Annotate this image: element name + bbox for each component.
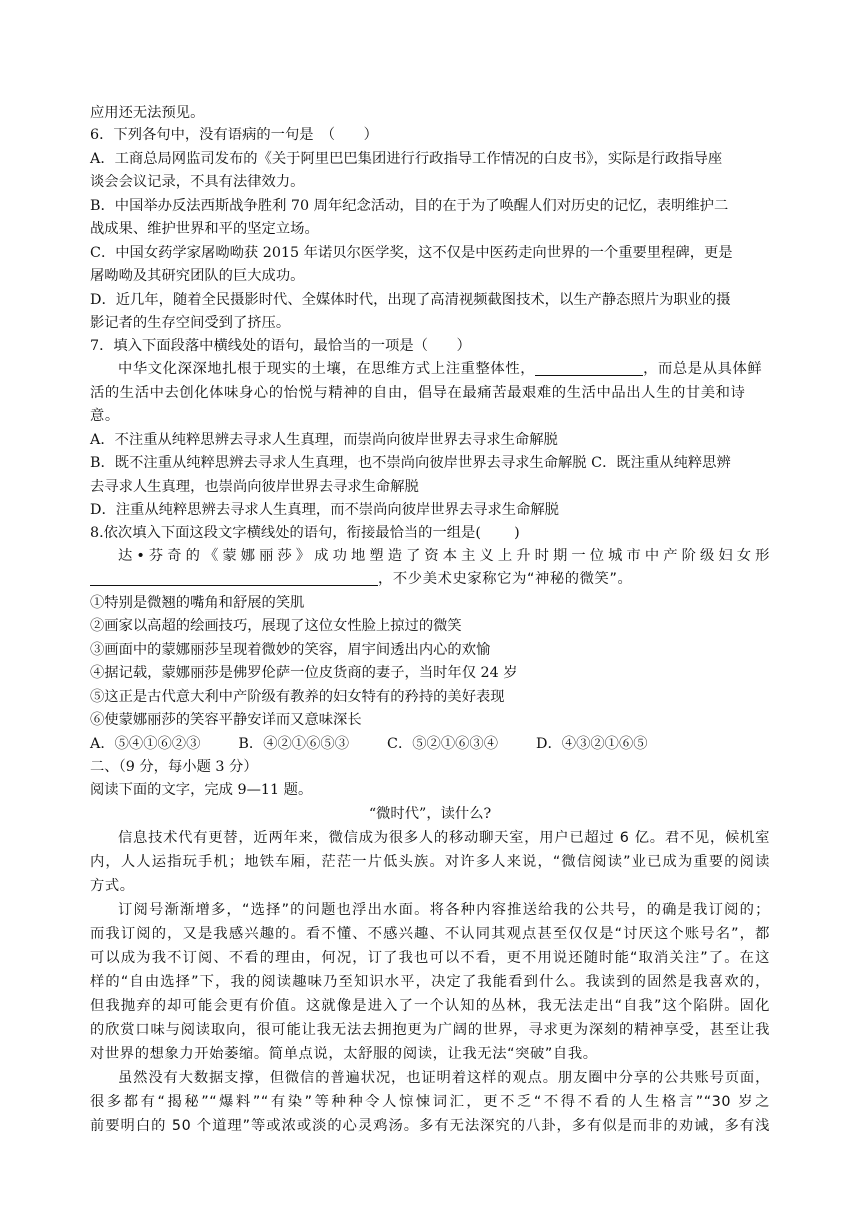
article-title: “微时代”，读什么? [368,806,492,822]
q7-passage-line-1 [118,358,770,380]
q7-passage-part-2: ，而总是从具体鲜 [643,361,763,377]
q6-option-a-cont: 谈会会议记录，不具有法律效力。 [90,174,305,190]
article-line: 很多都有“揭秘”“爆料”“有染”等种种令人惊悚词汇，更不乏“不得不看的人生格言”“30 岁之 [90,1094,770,1110]
q8-passage-line-2-text: ，不少美术史家称它为“神秘的微笑”。 [378,571,633,587]
q6-option-c: C．中国女药学家屠呦呦获 2015 年诺贝尔医学奖，这不仅是中医药走向世界的一个重要里程碑，更是 [90,245,733,261]
q7-passage-part-1: 中华文化深深地扎根于现实的土壤，在思维方式上注重整体性， [118,361,536,377]
article-line: 但我抛弃的却可能会更有价值。这就像是进入了一个认知的丛林，我无法走出“自我”这个陷阱。固化 [90,998,770,1014]
q5-tail-text: 应用还无法预见。 [90,105,205,121]
q6-option-c-cont: 屠呦呦及其研究团队的巨大成功。 [90,268,305,284]
q6-option-b: B．中国举办反法西斯战争胜利 70 周年纪念活动，目的在于为了唤醒人们对历史的记忆，表明维护二 [90,198,729,214]
q7-option-a: A．不注重从纯粹思辨去寻求人生真理，而崇尚向彼岸世界去寻求生命解脱 [90,432,558,448]
article-line: 前要明白的 50 个道理”等或浓或淡的心灵鸡汤。多有无法深究的八卦，多有似是而非的劝诫，多有浅 [90,1118,770,1134]
q8-item-6: ⑥使蒙娜丽莎的笑容平静安详而又意味深长 [90,712,362,728]
q7-option-c-cont: 去寻求人生真理，也崇尚向彼岸世界去寻求生命解脱 [90,479,419,495]
section-2-instruction: 阅读下面的文字，完成 9—11 题。 [90,782,313,798]
q7-passage-line-3: 意。 [90,408,120,424]
q8-option-d: D．④③②①⑥⑤ [536,736,648,752]
q8-option-c: C．⑤②①⑥③④ [387,736,499,752]
article-line: 虽然没有大数据支撑，但微信的普遍状况，也证明着这样的观点。朋友圈中分享的公共账号页面， [118,1070,770,1086]
q8-item-2: ②画家以高超的绘画技巧，展现了这位女性脸上掠过的微笑 [90,618,462,634]
q8-item-4: ④据记载，蒙娜丽莎是佛罗伦萨一位皮货商的妻子，当时年仅 24 岁 [90,665,518,681]
article-line: 方式。 [90,878,135,894]
q7-option-d: D．注重从纯粹思辨去寻求人生真理，而不崇尚向彼岸世界去寻求生命解脱 [90,502,559,518]
article-line: 样的“自由选择”下，我的阅读趣味乃至知识水平，决定了我能看到什么。我读到的固然是我喜欢的， [90,974,770,990]
article-line: 可以成为我不订阅、不看的理由，何况，订了我也可以不看，更不用说还随时能“取消关注”了。在这 [90,950,770,966]
q8-passage-line-1: 达•芬奇的《蒙娜丽莎》成功地塑造了资本主义上升时期一位城市中产阶级妇女形 [118,548,770,564]
q8-option-a: A．⑤④①⑥②③ [90,736,201,752]
q8-answer-blank [90,571,378,586]
section-2-heading: 二、（9 分，每小题 3 分） [90,759,258,775]
article-line: 对世界的想象力开始萎缩。简单点说，太舒服的阅读，让我无法“突破”自我。 [90,1046,598,1062]
q8-passage-line-2 [90,568,770,590]
article-line: 内，人人运指玩手机；地铁车厢，茫茫一片低头族。对许多人来说，“微信阅读”业已成为重要的阅读 [90,854,770,870]
q8-item-1: ①特别是微翘的嘴角和舒展的笑肌 [90,595,305,611]
q8-options-row [90,733,770,755]
article-line: 的欣赏口味与阅读取向，很可能让我无法去拥抱更为广阔的世界，寻求更为深刻的精神享受，甚至让我 [90,1022,770,1038]
q6-option-a: A．工商总局网监司发布的《关于阿里巴巴集团进行行政指导工作情况的白皮书》，实际是行政指导座 [90,151,723,167]
q7-option-b-c: B．既不注重从纯粹思辨去寻求人生真理，也不崇尚向彼岸世界去寻求生命解脱 C．既注重从纯粹思辨 [90,455,731,471]
q8-item-5: ⑤这正是古代意大利中产阶级有教养的妇女特有的矜持的美好表现 [90,689,505,705]
article-line: 信息技术代有更替，近两年来，微信成为很多人的移动聊天室，用户已超过 6 亿。君不见，候机室 [118,830,770,846]
q6-option-d-cont: 影记者的生存空间受到了挤压。 [90,315,291,331]
q6-stem: 6．下列各句中，没有语病的一句是 （ ） [90,127,378,143]
q7-answer-blank [535,361,643,376]
q8-item-3: ③画面中的蒙娜丽莎呈现着微妙的笑容，眉宇间透出内心的欢愉 [90,642,491,658]
q7-passage-line-2: 活的生活中去创化体味身心的怡悦与精神的自由，倡导在最痛苦最艰难的生活中品出人生的甘美和诗 [90,385,746,401]
article-line: 订阅号渐渐增多，“选择”的问题也浮出水面。将各种内容推送给我的公共号，的确是我订阅的； [118,902,770,918]
q6-option-b-cont: 战成果、维护世界和平的坚定立场。 [90,221,319,237]
q8-option-b: B．④②①⑥⑤③ [238,736,349,752]
article-line: 而我订阅的，又是我感兴趣的。看不懂、不感兴趣、不认同其观点甚至仅仅是“讨厌这个账号名”，都 [90,926,770,942]
q8-stem: 8.依次填入下面这段文字横线处的语句，衔接最恰当的一组是( ) [90,525,520,541]
q6-option-d: D．近几年，随着全民摄影时代、全媒体时代，出现了高清视频截图技术，以生产静态照片为职业的摄 [90,292,731,308]
q7-stem: 7．填入下面段落中横线处的语句，最恰当的一项是（ ） [90,338,471,354]
